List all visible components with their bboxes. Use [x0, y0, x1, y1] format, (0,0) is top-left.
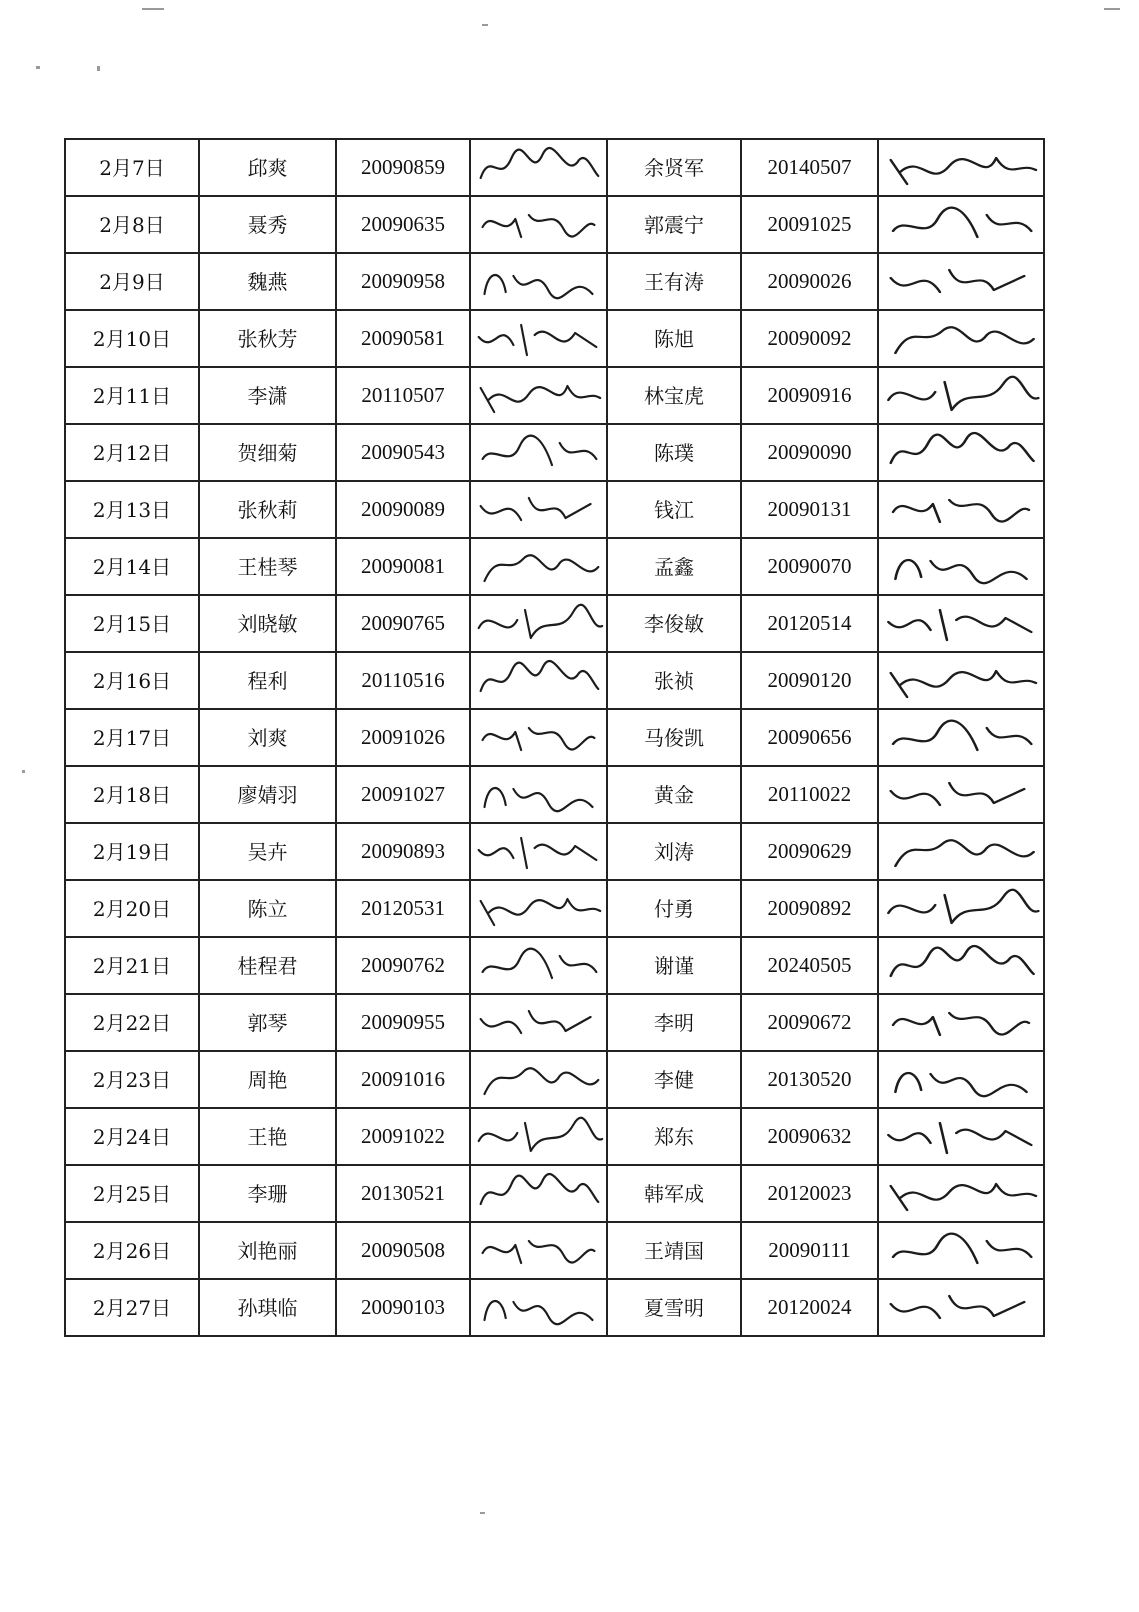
id-cell-2: 20090090 [741, 424, 878, 481]
signature-cell-1 [470, 196, 607, 253]
signature-stroke [485, 788, 593, 811]
handwritten-signature-2 [879, 425, 1043, 480]
id-cell-2: 20090632 [741, 1108, 878, 1165]
signature-stroke [893, 208, 1031, 237]
signature-stroke [888, 1123, 1031, 1153]
signature-cell-2 [878, 1165, 1044, 1222]
signature-stroke [483, 215, 595, 237]
handwritten-signature-1 [471, 140, 606, 195]
signature-cell-1 [470, 139, 607, 196]
signature-cell-2 [878, 424, 1044, 481]
signature-stroke [485, 555, 599, 581]
signature-cell-1 [470, 709, 607, 766]
table-row [65, 937, 1044, 994]
name-cell-2: 夏雪明 [607, 1279, 741, 1336]
id-cell-2: 20090131 [741, 481, 878, 538]
duty-roster-table [64, 138, 1045, 1337]
date-cell: 2月24日 [65, 1108, 199, 1165]
table-row [65, 652, 1044, 709]
name-cell-1: 贺细菊 [199, 424, 336, 481]
table-row [65, 1051, 1044, 1108]
signature-stroke [895, 560, 1026, 583]
handwritten-signature-1 [471, 995, 606, 1050]
table-row [65, 481, 1044, 538]
date-cell: 2月8日 [65, 196, 199, 253]
table-row [65, 310, 1044, 367]
date-cell: 2月21日 [65, 937, 199, 994]
date-cell: 2月22日 [65, 994, 199, 1051]
signature-cell-1 [470, 1222, 607, 1279]
id-cell-2: 20090026 [741, 253, 878, 310]
name-cell-1: 邱爽 [199, 139, 336, 196]
id-cell-2: 20091025 [741, 196, 878, 253]
signature-stroke [891, 671, 1036, 697]
signature-stroke [895, 840, 1033, 866]
id-cell-1: 20091026 [336, 709, 470, 766]
table-row [65, 196, 1044, 253]
signature-stroke [888, 610, 1031, 640]
scan-speck [97, 66, 100, 71]
signature-cell-2 [878, 880, 1044, 937]
signature-stroke [481, 899, 601, 925]
name-cell-1: 郭琴 [199, 994, 336, 1051]
name-cell-1: 聂秀 [199, 196, 336, 253]
name-cell-2: 李健 [607, 1051, 741, 1108]
table-row [65, 1108, 1044, 1165]
table-row [65, 709, 1044, 766]
name-cell-1: 刘艳丽 [199, 1222, 336, 1279]
signature-cell-1 [470, 595, 607, 652]
signature-stroke [483, 728, 595, 750]
name-cell-2: 黄金 [607, 766, 741, 823]
table-row [65, 424, 1044, 481]
signature-stroke [891, 946, 1034, 976]
signature-cell-2 [878, 709, 1044, 766]
date-cell: 2月16日 [65, 652, 199, 709]
signature-stroke [891, 433, 1034, 463]
handwritten-signature-1 [471, 1280, 606, 1335]
id-cell-1: 20110516 [336, 652, 470, 709]
handwritten-signature-1 [471, 197, 606, 252]
signature-stroke [891, 1184, 1036, 1210]
signature-cell-1 [470, 652, 607, 709]
id-cell-2: 20090092 [741, 310, 878, 367]
signature-cell-2 [878, 1108, 1044, 1165]
name-cell-1: 张秋芳 [199, 310, 336, 367]
date-cell: 2月13日 [65, 481, 199, 538]
signature-cell-2 [878, 823, 1044, 880]
handwritten-signature-2 [879, 311, 1043, 366]
table-row [65, 766, 1044, 823]
id-cell-2: 20240505 [741, 937, 878, 994]
id-cell-1: 20090508 [336, 1222, 470, 1279]
table-row [65, 1279, 1044, 1336]
id-cell-2: 20120024 [741, 1279, 878, 1336]
id-cell-1: 20090635 [336, 196, 470, 253]
handwritten-signature-1 [471, 881, 606, 936]
signature-cell-2 [878, 481, 1044, 538]
id-cell-1: 20090081 [336, 538, 470, 595]
scan-speck [22, 770, 25, 773]
signature-cell-1 [470, 880, 607, 937]
handwritten-signature-2 [879, 881, 1043, 936]
signature-cell-1 [470, 1279, 607, 1336]
signature-cell-1 [470, 994, 607, 1051]
scan-speck [36, 66, 40, 69]
id-cell-2: 20130520 [741, 1051, 878, 1108]
name-cell-1: 孙琪临 [199, 1279, 336, 1336]
name-cell-2: 张祯 [607, 652, 741, 709]
date-cell: 2月27日 [65, 1279, 199, 1336]
handwritten-signature-1 [471, 311, 606, 366]
handwritten-signature-2 [879, 1223, 1043, 1278]
signature-cell-1 [470, 823, 607, 880]
signature-stroke [485, 275, 593, 298]
handwritten-signature-2 [879, 995, 1043, 1050]
signature-stroke [891, 270, 1025, 292]
id-cell-1: 20130521 [336, 1165, 470, 1222]
table-row [65, 367, 1044, 424]
date-cell: 2月11日 [65, 367, 199, 424]
id-cell-1: 20120531 [336, 880, 470, 937]
name-cell-1: 刘晓敏 [199, 595, 336, 652]
id-cell-2: 20120023 [741, 1165, 878, 1222]
name-cell-2: 李俊敏 [607, 595, 741, 652]
table-row [65, 538, 1044, 595]
signature-stroke [895, 1073, 1026, 1096]
id-cell-2: 20090916 [741, 367, 878, 424]
id-cell-1: 20090859 [336, 139, 470, 196]
id-cell-1: 20110507 [336, 367, 470, 424]
handwritten-signature-2 [879, 1280, 1043, 1335]
signature-stroke [891, 783, 1025, 805]
scan-speck [1104, 8, 1120, 10]
table-row [65, 139, 1044, 196]
id-cell-1: 20090762 [336, 937, 470, 994]
signature-cell-1 [470, 253, 607, 310]
name-cell-1: 程利 [199, 652, 336, 709]
id-cell-1: 20090893 [336, 823, 470, 880]
date-cell: 2月19日 [65, 823, 199, 880]
signature-cell-2 [878, 310, 1044, 367]
signature-stroke [481, 148, 599, 178]
name-cell-2: 陈璞 [607, 424, 741, 481]
signature-stroke [481, 1174, 599, 1204]
signature-cell-2 [878, 1279, 1044, 1336]
handwritten-signature-1 [471, 1052, 606, 1107]
handwritten-signature-1 [471, 368, 606, 423]
table-row [65, 253, 1044, 310]
handwritten-signature-2 [879, 1109, 1043, 1164]
signature-cell-2 [878, 139, 1044, 196]
handwritten-signature-1 [471, 482, 606, 537]
handwritten-signature-1 [471, 539, 606, 594]
signature-cell-2 [878, 196, 1044, 253]
date-cell: 2月15日 [65, 595, 199, 652]
date-cell: 2月20日 [65, 880, 199, 937]
name-cell-1: 王艳 [199, 1108, 336, 1165]
handwritten-signature-1 [471, 767, 606, 822]
signature-stroke [479, 605, 602, 638]
signature-cell-2 [878, 538, 1044, 595]
signature-stroke [483, 949, 597, 978]
name-cell-1: 桂程君 [199, 937, 336, 994]
signature-stroke [893, 721, 1031, 750]
name-cell-2: 陈旭 [607, 310, 741, 367]
table-row [65, 1165, 1044, 1222]
handwritten-signature-1 [471, 425, 606, 480]
id-cell-1: 20091016 [336, 1051, 470, 1108]
id-cell-2: 20110022 [741, 766, 878, 823]
id-cell-1: 20090581 [336, 310, 470, 367]
handwritten-signature-2 [879, 539, 1043, 594]
date-cell: 2月25日 [65, 1165, 199, 1222]
scan-speck [482, 24, 488, 26]
name-cell-2: 钱江 [607, 481, 741, 538]
signature-stroke [893, 1234, 1031, 1263]
signature-stroke [891, 1296, 1025, 1318]
signature-cell-1 [470, 1051, 607, 1108]
signature-stroke [888, 377, 1038, 410]
signature-stroke [481, 498, 591, 520]
signature-cell-1 [470, 1108, 607, 1165]
signature-stroke [479, 325, 597, 355]
id-cell-2: 20090120 [741, 652, 878, 709]
signature-stroke [891, 158, 1036, 184]
id-cell-2: 20090070 [741, 538, 878, 595]
name-cell-1: 王桂琴 [199, 538, 336, 595]
handwritten-signature-1 [471, 824, 606, 879]
table-row [65, 823, 1044, 880]
signature-cell-2 [878, 367, 1044, 424]
signature-cell-2 [878, 994, 1044, 1051]
name-cell-2: 郑东 [607, 1108, 741, 1165]
signature-cell-1 [470, 1165, 607, 1222]
name-cell-2: 谢谨 [607, 937, 741, 994]
signature-stroke [893, 1013, 1029, 1035]
name-cell-2: 郭震宁 [607, 196, 741, 253]
signature-cell-1 [470, 766, 607, 823]
handwritten-signature-1 [471, 710, 606, 765]
signature-stroke [481, 661, 599, 691]
signature-cell-2 [878, 766, 1044, 823]
date-cell: 2月18日 [65, 766, 199, 823]
name-cell-1: 李珊 [199, 1165, 336, 1222]
signature-stroke [479, 838, 597, 868]
handwritten-signature-2 [879, 653, 1043, 708]
handwritten-signature-2 [879, 197, 1043, 252]
handwritten-signature-2 [879, 254, 1043, 309]
name-cell-2: 马俊凯 [607, 709, 741, 766]
signature-stroke [479, 1118, 602, 1151]
name-cell-2: 林宝虎 [607, 367, 741, 424]
signature-cell-2 [878, 253, 1044, 310]
id-cell-1: 20090543 [336, 424, 470, 481]
handwritten-signature-2 [879, 368, 1043, 423]
date-cell: 2月10日 [65, 310, 199, 367]
handwritten-signature-2 [879, 482, 1043, 537]
signature-stroke [888, 890, 1038, 923]
roster-body [65, 139, 1044, 1336]
signature-stroke [483, 436, 597, 465]
id-cell-1: 20090103 [336, 1279, 470, 1336]
table-row [65, 595, 1044, 652]
signature-cell-1 [470, 310, 607, 367]
scan-speck [480, 1512, 485, 1514]
scan-speck [142, 8, 164, 10]
signature-cell-1 [470, 481, 607, 538]
signature-cell-1 [470, 367, 607, 424]
date-cell: 2月12日 [65, 424, 199, 481]
name-cell-2: 王有涛 [607, 253, 741, 310]
signature-cell-1 [470, 538, 607, 595]
id-cell-2: 20090892 [741, 880, 878, 937]
signature-stroke [895, 327, 1033, 353]
signature-cell-2 [878, 937, 1044, 994]
signature-cell-2 [878, 1222, 1044, 1279]
signature-stroke [485, 1301, 593, 1324]
date-cell: 2月17日 [65, 709, 199, 766]
name-cell-1: 廖婧羽 [199, 766, 336, 823]
date-cell: 2月7日 [65, 139, 199, 196]
id-cell-2: 20090111 [741, 1222, 878, 1279]
id-cell-1: 20090958 [336, 253, 470, 310]
date-cell: 2月9日 [65, 253, 199, 310]
signature-stroke [481, 1011, 591, 1033]
name-cell-1: 周艳 [199, 1051, 336, 1108]
table-row [65, 880, 1044, 937]
name-cell-1: 魏燕 [199, 253, 336, 310]
name-cell-1: 陈立 [199, 880, 336, 937]
signature-cell-2 [878, 595, 1044, 652]
handwritten-signature-2 [879, 140, 1043, 195]
signature-stroke [481, 386, 601, 412]
signature-stroke [893, 500, 1029, 522]
id-cell-2: 20090656 [741, 709, 878, 766]
handwritten-signature-1 [471, 1109, 606, 1164]
id-cell-2: 20090629 [741, 823, 878, 880]
name-cell-2: 余贤军 [607, 139, 741, 196]
id-cell-1: 20090765 [336, 595, 470, 652]
id-cell-1: 20090955 [336, 994, 470, 1051]
name-cell-1: 李潇 [199, 367, 336, 424]
date-cell: 2月14日 [65, 538, 199, 595]
handwritten-signature-2 [879, 767, 1043, 822]
handwritten-signature-1 [471, 653, 606, 708]
name-cell-2: 刘涛 [607, 823, 741, 880]
id-cell-1: 20090089 [336, 481, 470, 538]
handwritten-signature-2 [879, 710, 1043, 765]
handwritten-signature-1 [471, 938, 606, 993]
handwritten-signature-1 [471, 596, 606, 651]
table-row [65, 994, 1044, 1051]
handwritten-signature-1 [471, 254, 606, 309]
handwritten-signature-2 [879, 938, 1043, 993]
signature-stroke [485, 1068, 599, 1094]
name-cell-2: 韩军成 [607, 1165, 741, 1222]
signature-cell-1 [470, 424, 607, 481]
id-cell-1: 20091027 [336, 766, 470, 823]
name-cell-2: 孟鑫 [607, 538, 741, 595]
name-cell-2: 王靖国 [607, 1222, 741, 1279]
id-cell-1: 20091022 [336, 1108, 470, 1165]
id-cell-2: 20090672 [741, 994, 878, 1051]
handwritten-signature-1 [471, 1166, 606, 1221]
date-cell: 2月26日 [65, 1222, 199, 1279]
signature-cell-2 [878, 652, 1044, 709]
handwritten-signature-1 [471, 1223, 606, 1278]
name-cell-1: 刘爽 [199, 709, 336, 766]
handwritten-signature-2 [879, 824, 1043, 879]
id-cell-2: 20140507 [741, 139, 878, 196]
handwritten-signature-2 [879, 1052, 1043, 1107]
table-row [65, 1222, 1044, 1279]
name-cell-2: 李明 [607, 994, 741, 1051]
name-cell-1: 张秋莉 [199, 481, 336, 538]
signature-cell-1 [470, 937, 607, 994]
signature-stroke [483, 1241, 595, 1263]
name-cell-2: 付勇 [607, 880, 741, 937]
id-cell-2: 20120514 [741, 595, 878, 652]
handwritten-signature-2 [879, 1166, 1043, 1221]
name-cell-1: 吴卉 [199, 823, 336, 880]
signature-cell-2 [878, 1051, 1044, 1108]
date-cell: 2月23日 [65, 1051, 199, 1108]
handwritten-signature-2 [879, 596, 1043, 651]
